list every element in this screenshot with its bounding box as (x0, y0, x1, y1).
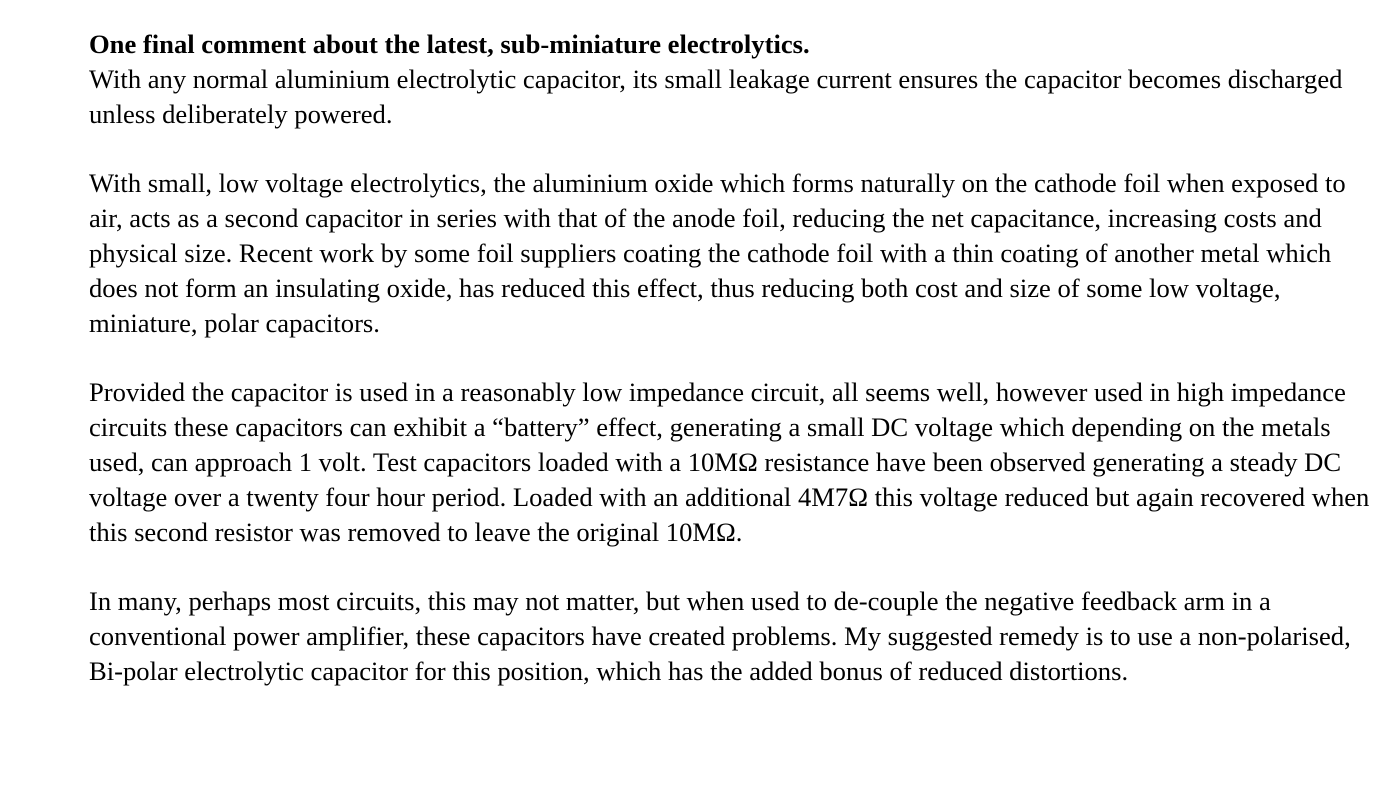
paragraph-battery-effect: Provided the capacitor is used in a reasonably low impedance circuit, all seems well, however used in high impedance circuits these capacitors can exhibit a “battery” effect, generating a small DC voltage which depending on the metals used, can approach 1 volt. Test capacitors loaded with a 10MΩ resistance have been observed generating a steady DC voltage over a twenty four hour period. Loaded with an additional 4M7Ω this voltage reduced but again recovered when this second resistor was removed to leave the original 10MΩ. (89, 377, 1370, 547)
document-page (89, 27, 1379, 723)
paragraph-remedy: In many, perhaps most circuits, this may not matter, but when used to de-couple the negative feedback arm in a conventional power amplifier, these capacitors have created problems. My suggested remedy is to use a non-polarised, Bi-polar electrolytic capacitor for this position, which has the added bonus of reduced distortions. (89, 586, 1351, 686)
paragraph-intro (89, 27, 1379, 132)
heading: One final comment about the latest, sub-miniature electrolytics. (89, 29, 810, 59)
paragraph-cathode-oxide: With small, low voltage electrolytics, the aluminium oxide which forms naturally on the cathode foil when exposed to air, acts as a second capacitor in series with that of the anode foil, reducing the net capacitance, increasing costs and physical size. Recent work by some foil suppliers coating the cathode foil with a thin coating of another metal which does not form an insulating oxide, has reduced this effect, thus reducing both cost and size of some low voltage, miniature, polar capacitors. (89, 168, 1346, 338)
paragraph-text: With any normal aluminium electrolytic capacitor, its small leakage current ensures the capacitor becomes discharged unless deliberately powered. (89, 64, 1343, 129)
